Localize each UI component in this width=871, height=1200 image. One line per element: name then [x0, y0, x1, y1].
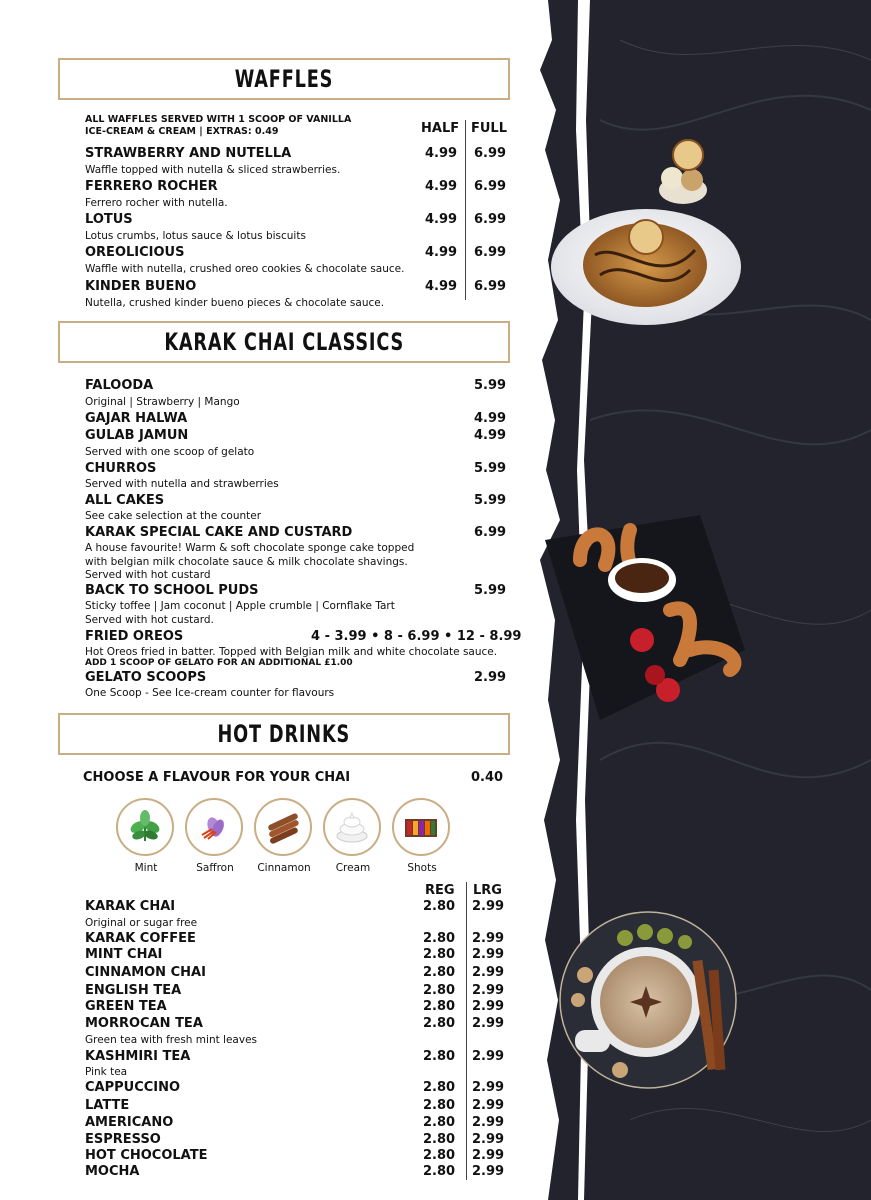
- list-item-desc: Waffle with nutella, crushed oreo cookies & chocolate sauce.: [85, 263, 405, 275]
- classics-header: [58, 321, 510, 363]
- list-item-name: AMERICANO: [85, 1115, 174, 1130]
- cream-icon: [323, 798, 381, 856]
- price-reg: 2.80: [423, 983, 456, 998]
- price-full: 6.99: [474, 212, 507, 227]
- list-item-desc: Served with nutella and strawberries: [85, 478, 279, 490]
- flavour-price: 0.40: [471, 770, 504, 785]
- price-reg: 2.80: [423, 947, 456, 962]
- list-item-name: LATTE: [85, 1098, 130, 1113]
- price-lrg: 2.99: [472, 965, 505, 980]
- list-item-name: MOCHA: [85, 1164, 140, 1179]
- price-reg: 2.80: [423, 965, 456, 980]
- waffles-col-half: HALF: [421, 121, 460, 136]
- list-item-name: CINNAMON CHAI: [85, 965, 206, 980]
- price-full: 6.99: [474, 146, 507, 161]
- list-item-desc: Served with hot custard: [85, 569, 211, 581]
- price-lrg: 2.99: [472, 1164, 505, 1179]
- price-lrg: 2.99: [472, 1049, 505, 1064]
- price-lrg: 2.99: [472, 1080, 505, 1095]
- price-reg: 2.80: [423, 1164, 456, 1179]
- list-item-desc: Original or sugar free: [85, 917, 198, 929]
- price-lrg: 2.99: [472, 983, 505, 998]
- list-item-desc: Waffle topped with nutella & sliced strawberries.: [85, 164, 341, 176]
- list-item-desc: Pink tea: [85, 1066, 128, 1078]
- mint-icon: [116, 798, 174, 856]
- list-item-desc: See cake selection at the counter: [85, 510, 262, 522]
- list-item-name: KARAK SPECIAL CAKE AND CUSTARD: [85, 525, 353, 540]
- list-item-name: FRIED OREOS: [85, 629, 184, 644]
- price-lrg: 2.99: [472, 899, 505, 914]
- price-full: 6.99: [474, 179, 507, 194]
- list-item-price: 2.99: [474, 670, 507, 685]
- shots-icon: [392, 798, 450, 856]
- price-full: 6.99: [474, 279, 507, 294]
- list-item-name: GREEN TEA: [85, 999, 167, 1014]
- price-half: 4.99: [425, 179, 458, 194]
- list-item-name: GELATO SCOOPS: [85, 670, 207, 685]
- flavour-label-saffron: Saffron: [196, 862, 234, 874]
- list-item-price: 4 - 3.99 • 8 - 6.99 • 12 - 8.99: [311, 629, 522, 644]
- price-reg: 2.80: [423, 1115, 456, 1130]
- list-item-name: KASHMIRI TEA: [85, 1049, 191, 1064]
- waffles-note-line1: ALL WAFFLES SERVED WITH 1 SCOOP OF VANILLA: [85, 114, 352, 125]
- flavour-label-cream: Cream: [335, 862, 371, 874]
- hot-drinks-col-reg: REG: [425, 883, 455, 898]
- list-item-name: ESPRESSO: [85, 1132, 161, 1147]
- list-item-price: 4.99: [474, 428, 507, 443]
- list-item-name: CAPPUCCINO: [85, 1080, 181, 1095]
- classics-title: KARAK CHAI CLASSICS: [164, 328, 404, 356]
- list-item-price: 5.99: [474, 583, 507, 598]
- list-item-name: OREOLICIOUS: [85, 245, 185, 260]
- waffles-column-divider: [465, 120, 466, 300]
- list-item-desc: with belgian milk chocolate sauce & milk chocolate shavings.: [85, 556, 408, 568]
- waffles-note-line2: ICE-CREAM & CREAM | EXTRAS: 0.49: [85, 126, 279, 137]
- price-lrg: 2.99: [472, 1098, 505, 1113]
- price-half: 4.99: [425, 212, 458, 227]
- price-reg: 2.80: [423, 1080, 456, 1095]
- list-item-name: FERRERO ROCHER: [85, 179, 218, 194]
- list-item-price: 5.99: [474, 493, 507, 508]
- saffron-icon: [185, 798, 243, 856]
- price-half: 4.99: [425, 245, 458, 260]
- list-item-name: ALL CAKES: [85, 493, 165, 508]
- price-lrg: 2.99: [472, 1148, 505, 1163]
- flavour-label-shots: Shots: [407, 862, 437, 874]
- list-item-name: BACK TO SCHOOL PUDS: [85, 583, 259, 598]
- flavour-label-cinnamon: Cinnamon: [257, 862, 311, 874]
- list-item-price: 5.99: [474, 461, 507, 476]
- list-item-desc: Lotus crumbs, lotus sauce & lotus biscuits: [85, 230, 306, 242]
- price-reg: 2.80: [423, 1132, 456, 1147]
- flavour-label-mint: Mint: [134, 862, 158, 874]
- list-item-name: FALOODA: [85, 378, 154, 393]
- list-item-name: KINDER BUENO: [85, 279, 197, 294]
- waffles-title: WAFFLES: [234, 65, 334, 93]
- price-half: 4.99: [425, 279, 458, 294]
- list-item-desc: Ferrero rocher with nutella.: [85, 197, 228, 209]
- price-lrg: 2.99: [472, 931, 505, 946]
- price-lrg: 2.99: [472, 999, 505, 1014]
- hot-drinks-column-divider: [466, 882, 467, 1180]
- list-item-name: MINT CHAI: [85, 947, 163, 962]
- list-item-name: ENGLISH TEA: [85, 983, 182, 998]
- list-item-name: CHURROS: [85, 461, 157, 476]
- list-item-desc: Original | Strawberry | Mango: [85, 396, 240, 408]
- price-lrg: 2.99: [472, 1115, 505, 1130]
- waffles-col-full: FULL: [471, 121, 508, 136]
- hot-drinks-col-lrg: LRG: [473, 883, 502, 898]
- list-item-name: HOT CHOCOLATE: [85, 1148, 208, 1163]
- list-item-desc: Green tea with fresh mint leaves: [85, 1034, 258, 1046]
- price-reg: 2.80: [423, 1049, 456, 1064]
- list-item-price: 5.99: [474, 378, 507, 393]
- hot-drinks-header: [58, 713, 510, 755]
- hot-drinks-title: HOT DRINKS: [217, 720, 351, 748]
- list-item-name: STRAWBERRY AND NUTELLA: [85, 146, 292, 161]
- list-item-name: LOTUS: [85, 212, 133, 227]
- list-item-name: KARAK CHAI: [85, 899, 176, 914]
- list-item-name: KARAK COFFEE: [85, 931, 196, 946]
- price-lrg: 2.99: [472, 1132, 505, 1147]
- list-item-desc: A house favourite! Warm & soft chocolate sponge cake topped: [85, 542, 415, 554]
- price-full: 6.99: [474, 245, 507, 260]
- list-item-name: GAJAR HALWA: [85, 411, 188, 426]
- price-reg: 2.80: [423, 1016, 456, 1031]
- list-item-desc: One Scoop - See Ice-cream counter for flavours: [85, 687, 335, 699]
- price-lrg: 2.99: [472, 947, 505, 962]
- price-reg: 2.80: [423, 899, 456, 914]
- list-item-desc: Hot Oreos fried in batter. Topped with Belgian milk and white chocolate sauce.: [85, 646, 498, 658]
- price-reg: 2.80: [423, 1148, 456, 1163]
- waffles-header: [58, 58, 510, 100]
- price-reg: 2.80: [423, 931, 456, 946]
- list-item-price: 6.99: [474, 525, 507, 540]
- price-lrg: 2.99: [472, 1016, 505, 1031]
- list-item-desc: Sticky toffee | Jam coconut | Apple crumble | Cornflake Tart: [85, 600, 395, 612]
- list-item-name: MORROCAN TEA: [85, 1016, 203, 1031]
- list-item-desc: Nutella, crushed kinder bueno pieces & chocolate sauce.: [85, 297, 385, 309]
- price-half: 4.99: [425, 146, 458, 161]
- list-item-name: GULAB JAMUN: [85, 428, 189, 443]
- list-item-note: ADD 1 SCOOP OF GELATO FOR AN ADDITIONAL £1.00: [85, 658, 353, 668]
- list-item-desc: Served with one scoop of gelato: [85, 446, 255, 458]
- price-reg: 2.80: [423, 999, 456, 1014]
- flavour-label: CHOOSE A FLAVOUR FOR YOUR CHAI: [83, 770, 351, 785]
- list-item-price: 4.99: [474, 411, 507, 426]
- list-item-desc: Served with hot custard.: [85, 614, 214, 626]
- price-reg: 2.80: [423, 1098, 456, 1113]
- cinnamon-icon: [254, 798, 312, 856]
